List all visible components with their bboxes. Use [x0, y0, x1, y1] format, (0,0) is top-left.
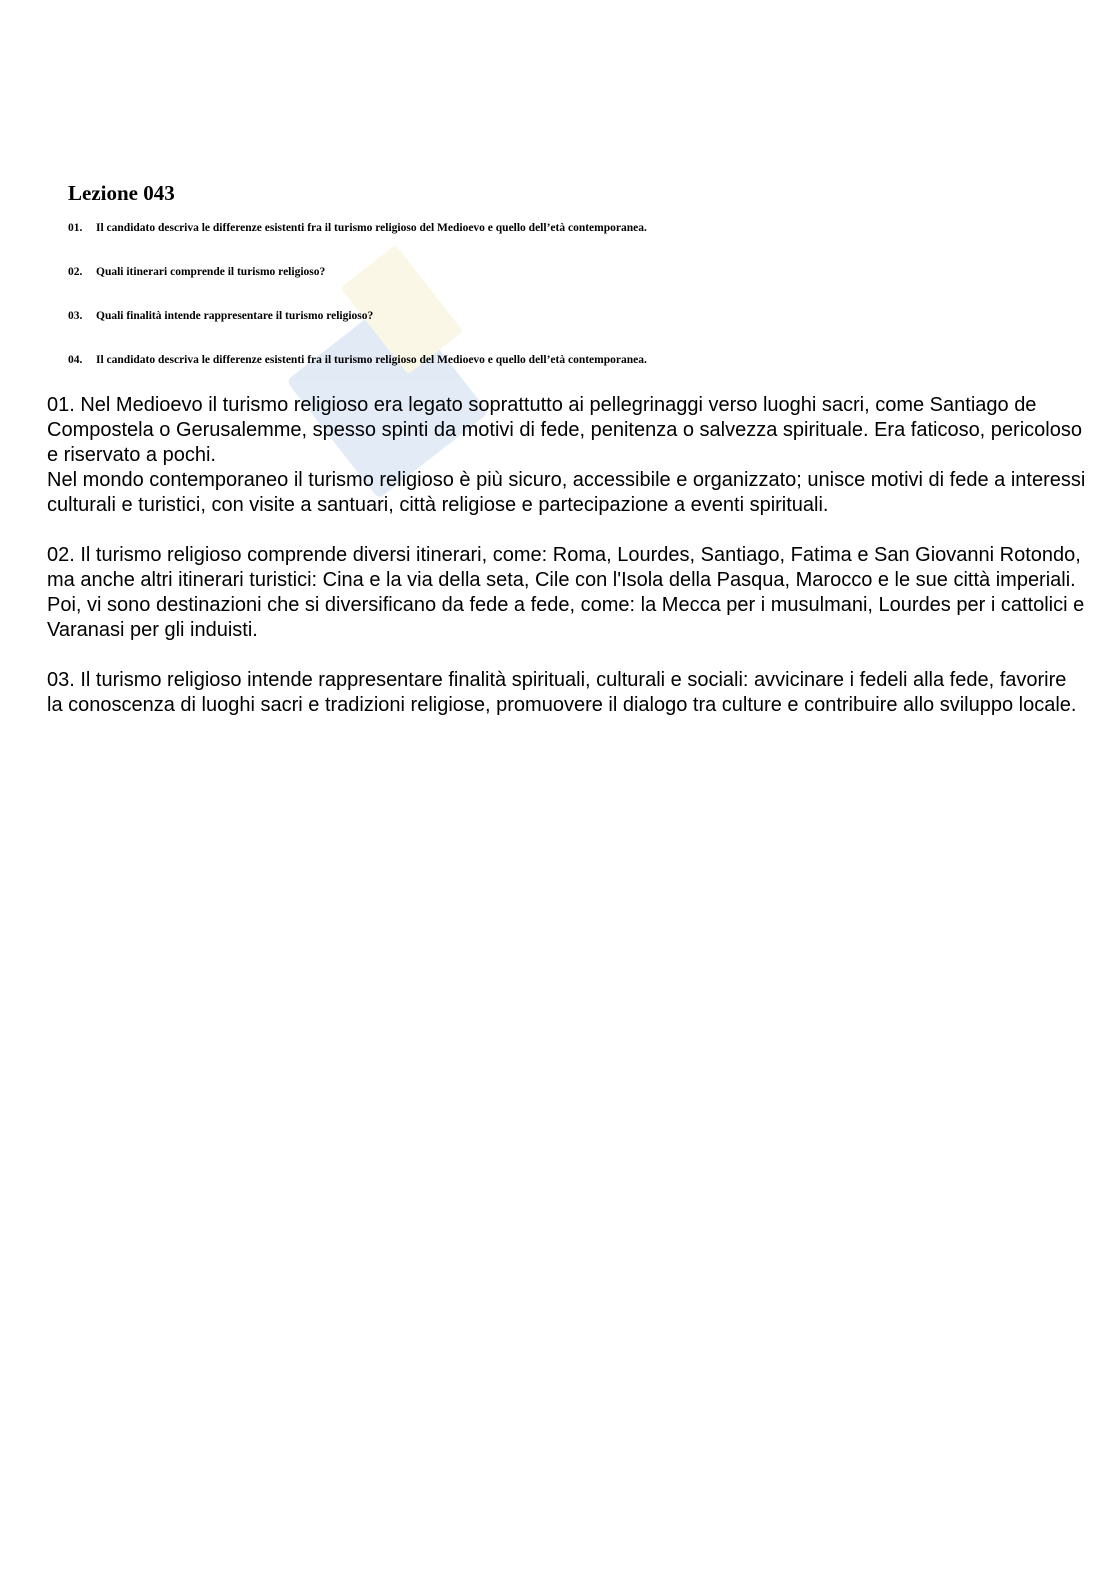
question-number: 01. — [68, 222, 83, 234]
question-item — [68, 220, 1068, 264]
question-item — [68, 308, 1068, 352]
question-item — [68, 264, 1068, 308]
answer-list — [47, 393, 1087, 743]
question-item — [68, 352, 1068, 396]
answer-block — [47, 543, 1087, 643]
answer-paragraph: 02. Il turismo religioso comprende diversi itinerari, come: Roma, Lourdes, Santiago, Fatima e San Giovanni Rotondo, ma anche altri itinerari turistici: Cina e la via della seta, Cile con l'Isola della Pasqua, Marocco e le sue città imperiali. Poi, vi sono destinazioni che si diversificano da fede a fede, come: la Mecca per i musulmani, Lourdes per i cattolici e Varanasi per gli induisti. — [47, 544, 1085, 641]
answer-paragraph: 01. Nel Medioevo il turismo religioso era legato soprattutto ai pellegrinaggi verso luoghi sacri, come Santiago de Compostela o Gerusalemme, spesso spinti da motivi di fede, penitenza o salvezza spirituale. Era faticoso, pericoloso e riservato a pochi. — [47, 394, 1082, 466]
question-list — [68, 220, 1068, 396]
answer-paragraph: Nel mondo contemporaneo il turismo religioso è più sicuro, accessibile e organizzato; unisce motivi di fede a interessi culturali e turistici, con visite a santuari, città religiose e partecipazione a eventi spirituali. — [47, 469, 1086, 516]
question-number: 04. — [68, 354, 83, 366]
question-text: Il candidato descriva le differenze esistenti fra il turismo religioso del Medioevo e quello dell’età contemporanea. — [96, 354, 647, 366]
question-text: Quali finalità intende rappresentare il turismo religioso? — [96, 310, 374, 322]
question-number: 03. — [68, 310, 83, 322]
lesson-title: Lezione 043 — [68, 181, 175, 205]
question-text: Quali itinerari comprende il turismo religioso? — [96, 266, 326, 278]
answer-block — [47, 393, 1087, 518]
question-text: Il candidato descriva le differenze esistenti fra il turismo religioso del Medioevo e quello dell’età contemporanea. — [96, 222, 647, 234]
question-number: 02. — [68, 266, 83, 278]
answer-paragraph: 03. Il turismo religioso intende rappresentare finalità spirituali, culturali e sociali: avvicinare i fedeli alla fede, favorire la conoscenza di luoghi sacri e tradizioni religiose, promuovere il dialogo tra culture e contribuire allo sviluppo locale. — [47, 669, 1077, 716]
answer-block — [47, 668, 1087, 718]
